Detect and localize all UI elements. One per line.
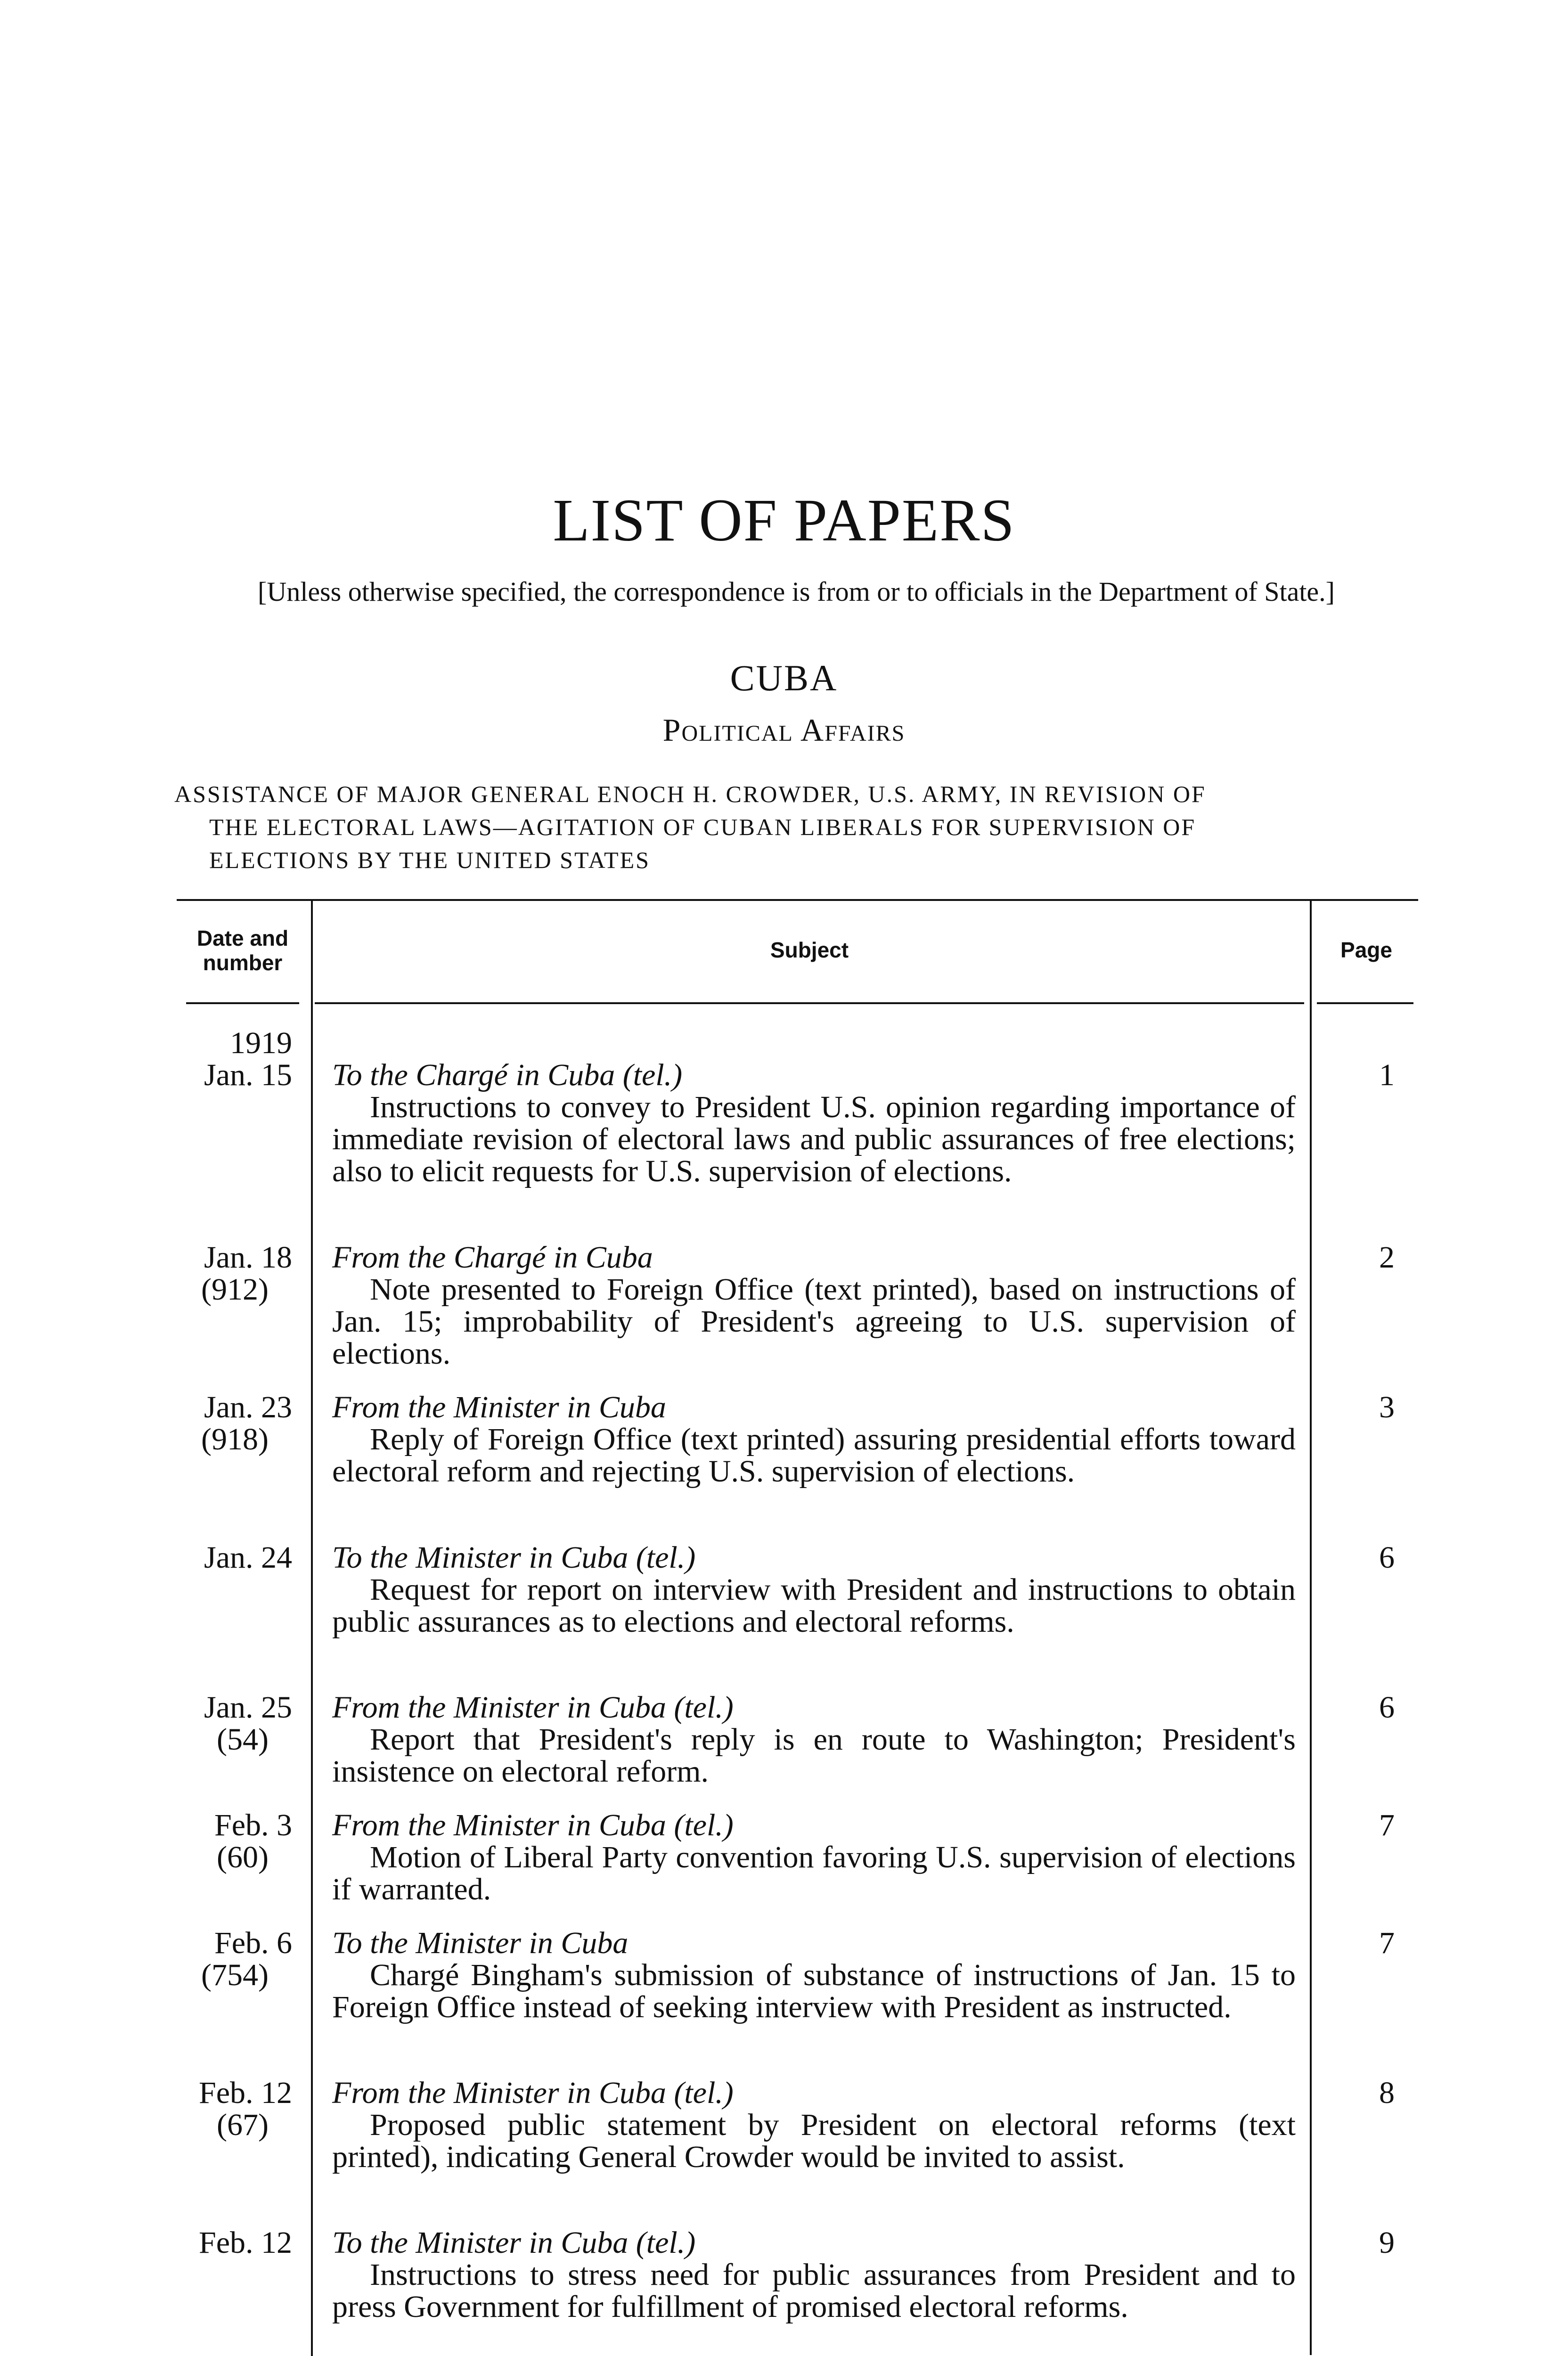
entry-page: 6 [1379, 1690, 1395, 1725]
page-title: LIST OF PAPERS [553, 487, 1015, 554]
entry-subject-cell [332, 2077, 1296, 2173]
column-header-date: Date and number [196, 926, 289, 975]
entry-date: Jan. 25 [204, 1690, 292, 1725]
editorial-note: [Unless otherwise specified, the correspondence is from or to officials in the Department of State.] [258, 576, 1335, 607]
entry-date: Feb. 6 [214, 1926, 292, 1960]
topic-line-1: ASSISTANCE OF MAJOR GENERAL ENOCH H. CROWDER, U.S. ARMY, IN REVISION OF [174, 781, 1206, 807]
section-heading: Political Affairs [662, 712, 906, 748]
entry-description: Note presented to Foreign Office (text printed), based on instructions of Jan. 15; improbability of President's agreeing to U.S. supervision of elections. [332, 1272, 1296, 1371]
entry-date: Jan. 15 [204, 1058, 292, 1092]
topic-heading [174, 777, 1418, 876]
entry-date: Jan. 23 [204, 1390, 292, 1424]
entry-description: Instructions to convey to President U.S. opinion regarding importance of immediate revision of electoral laws and public assurances of free elections; also to elicit requests for U.S. supervision of elections. [332, 1090, 1296, 1188]
entry-date-cell [170, 1927, 292, 1991]
entry-description: Reply of Foreign Office (text printed) assuring presidential efforts toward electoral reform and rejecting U.S. supervision of elections. [332, 1422, 1296, 1489]
entry-heading: To the Minister in Cuba [332, 1926, 629, 1960]
entry-page: 7 [1379, 1926, 1395, 1960]
entry-description: Chargé Bingham's submission of substance of instructions of Jan. 15 to Foreign Office instead of seeking interview with President as instructed. [332, 1958, 1296, 2024]
entry-date-cell [170, 1242, 292, 1306]
entry-date: Jan. 24 [204, 1540, 292, 1575]
entry-subject-cell [332, 1059, 1296, 1187]
entry-date-cell [170, 1809, 292, 1873]
entry-heading: From the Minister in Cuba (tel.) [332, 1808, 734, 1842]
column-header-subject: Subject [770, 938, 849, 962]
entry-number: (754) [201, 1958, 269, 1992]
entry-page: 1 [1379, 1058, 1395, 1092]
entry-heading: From the Minister in Cuba (tel.) [332, 1690, 734, 1725]
header-underline-subject [315, 1002, 1304, 1004]
entry-description: Instructions to stress need for public assurances from President and to press Government for fulfillment of promised electoral reforms. [332, 2258, 1296, 2324]
header-underline-date [186, 1002, 299, 1004]
column-header-page: Page [1340, 938, 1392, 962]
entry-year: 1919 [230, 1026, 292, 1060]
entry-page: 3 [1379, 1390, 1395, 1424]
entry-description: Proposed public statement by President on electoral reforms (text printed), indicating General Crowder would be invited to assist. [332, 2108, 1296, 2174]
entry-description: Motion of Liberal Party convention favoring U.S. supervision of elections if warranted. [332, 1840, 1296, 1906]
entry-heading: From the Chargé in Cuba [332, 1240, 653, 1275]
entry-subject-cell [332, 1542, 1296, 1638]
entry-page: 8 [1379, 2076, 1395, 2110]
entry-date-cell [170, 2077, 292, 2141]
entry-page: 2 [1379, 1240, 1395, 1275]
column-divider-subject-page [1310, 899, 1312, 2355]
entry-subject-cell [332, 1927, 1296, 2023]
column-divider-date-subject [311, 899, 313, 2356]
entry-page: 6 [1379, 1540, 1395, 1575]
entry-page: 9 [1379, 2225, 1395, 2260]
entry-description: Report that President's reply is en route to Washington; President's insistence on electoral reform. [332, 1722, 1296, 1789]
entry-heading: From the Minister in Cuba (tel.) [332, 2076, 734, 2110]
topic-line-3: ELECTIONS BY THE UNITED STATES [209, 847, 650, 873]
entry-number: (918) [201, 1422, 269, 1456]
entry-date-cell [170, 2227, 292, 2259]
entry-date: Feb. 12 [199, 2076, 292, 2110]
entry-heading: To the Chargé in Cuba (tel.) [332, 1058, 683, 1092]
entry-number: (67) [217, 2108, 269, 2142]
entry-subject-cell [332, 1242, 1296, 1370]
entry-heading: To the Minister in Cuba (tel.) [332, 1540, 696, 1575]
entry-subject-cell [332, 1809, 1296, 1906]
entry-number: (60) [217, 1840, 269, 1874]
entry-subject-cell [332, 2227, 1296, 2323]
table-top-rule [177, 899, 1418, 901]
entry-heading: From the Minister in Cuba [332, 1390, 666, 1424]
entry-number: (54) [217, 1722, 269, 1757]
entry-date: Jan. 18 [204, 1240, 292, 1275]
entry-date: Feb. 12 [199, 2225, 292, 2260]
country-heading: CUBA [730, 657, 838, 698]
entry-date-cell [170, 1542, 292, 1574]
topic-line-2: THE ELECTORAL LAWS—AGITATION OF CUBAN LIBERALS FOR SUPERVISION OF [209, 814, 1196, 840]
entry-number: (912) [201, 1272, 269, 1307]
entry-description: Request for report on interview with President and instructions to obtain public assurances as to elections and electoral reforms. [332, 1572, 1296, 1639]
entry-date: Feb. 3 [214, 1808, 292, 1842]
entry-subject-cell [332, 1391, 1296, 1488]
header-underline-page [1317, 1002, 1413, 1004]
entry-heading: To the Minister in Cuba (tel.) [332, 2225, 696, 2260]
entry-date-cell [170, 1692, 292, 1756]
entry-page: 7 [1379, 1808, 1395, 1842]
entry-subject-cell [332, 1692, 1296, 1788]
entry-date-cell [170, 1027, 292, 1091]
entry-date-cell [170, 1391, 292, 1456]
